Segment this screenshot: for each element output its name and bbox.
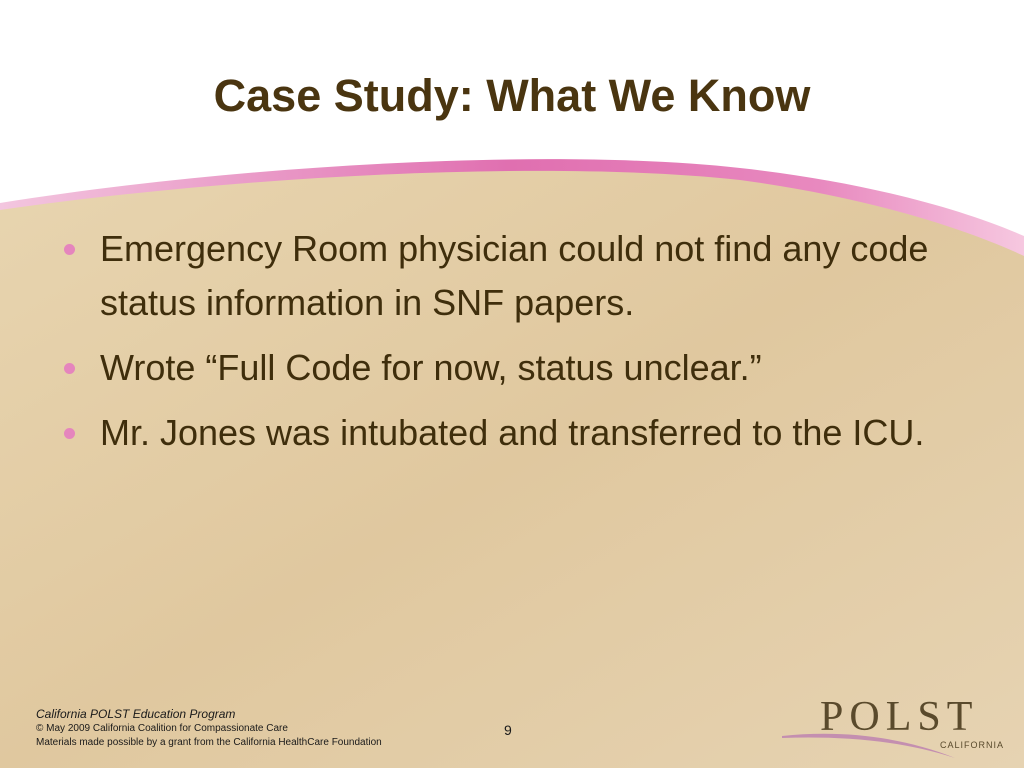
logo-wordmark: POLST	[820, 694, 979, 740]
bullet-text: Wrote “Full Code for now, status unclear.”	[100, 347, 762, 388]
footer	[36, 706, 382, 750]
bullet-dot-icon	[64, 244, 75, 255]
bullet-dot-icon	[64, 428, 75, 439]
bullet-item	[60, 222, 940, 330]
bullet-dot-icon	[64, 363, 75, 374]
bullet-item	[60, 406, 940, 460]
bullet-text: Mr. Jones was intubated and transferred to the ICU.	[100, 412, 925, 453]
bullet-list	[60, 222, 940, 471]
footer-program: California POLST Education Program	[36, 707, 236, 721]
logo-subtitle: CALIFORNIA	[940, 740, 1005, 750]
footer-copyright: © May 2009 California Coalition for Compassionate Care	[36, 723, 288, 734]
bullet-text: Emergency Room physician could not find any code status information in SNF papers.	[100, 228, 929, 323]
bullet-item	[60, 341, 940, 395]
slide-title: Case Study: What We Know	[213, 70, 811, 121]
page-number: 9	[504, 722, 512, 738]
footer-grant: Materials made possible by a grant from the California HealthCare Foundation	[36, 737, 382, 748]
polst-logo	[780, 692, 1010, 762]
